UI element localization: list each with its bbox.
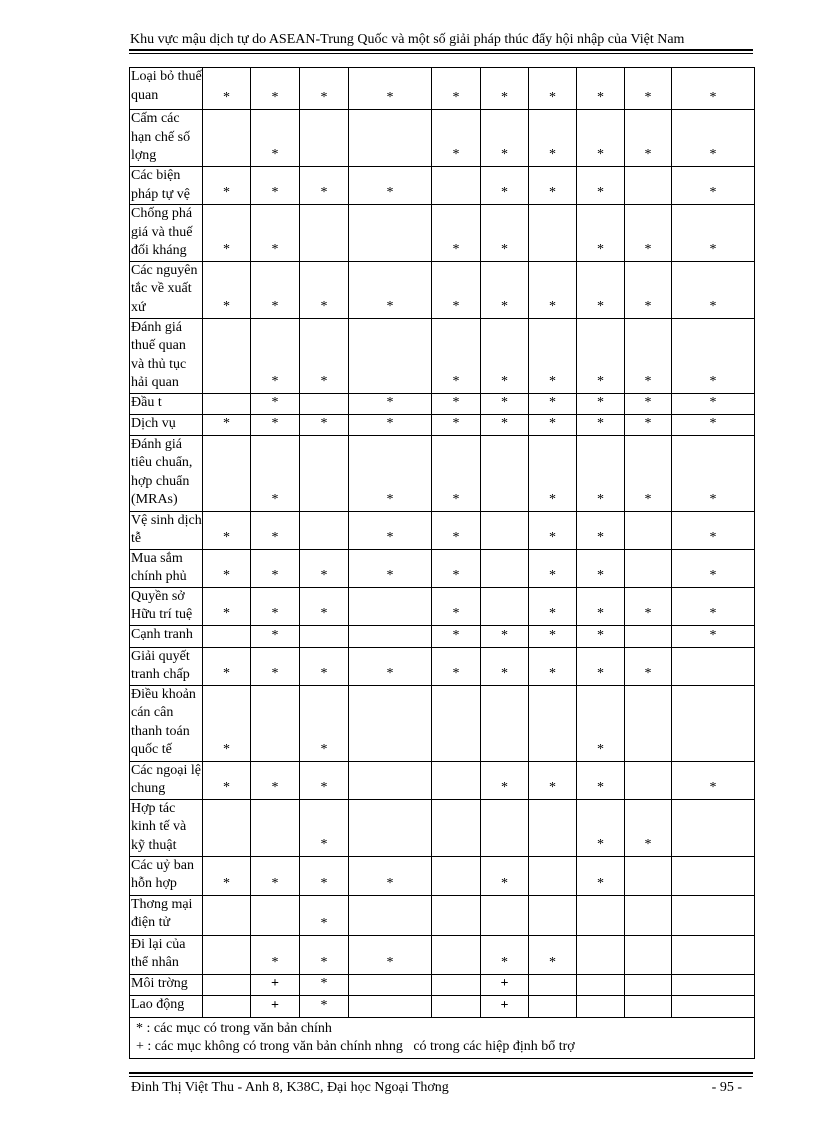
mark-cell <box>481 685 529 761</box>
mark-cell <box>432 974 481 995</box>
mark-cell <box>203 110 251 167</box>
mark-cell: * <box>432 393 481 414</box>
table-row <box>130 68 755 110</box>
mark-cell: * <box>577 393 625 414</box>
mark-cell: * <box>577 587 625 625</box>
mark-cell <box>349 799 432 856</box>
mark-cell <box>625 935 672 974</box>
mark-cell: * <box>251 261 300 318</box>
mark-cell: * <box>251 761 300 799</box>
table-row <box>130 549 755 587</box>
mark-cell <box>349 205 432 262</box>
table-row <box>130 995 755 1017</box>
mark-cell <box>625 995 672 1017</box>
provisions-table <box>129 67 755 1059</box>
mark-cell <box>300 625 349 647</box>
mark-cell: * <box>203 587 251 625</box>
mark-cell <box>625 625 672 647</box>
mark-cell <box>349 587 432 625</box>
row-label: Đánh giá tiêu chuẩn, hợp chuẩn (MRAs) <box>130 435 203 511</box>
mark-cell: * <box>577 318 625 393</box>
mark-cell <box>625 167 672 205</box>
table-row <box>130 647 755 685</box>
mark-cell: * <box>672 110 755 167</box>
row-label: Loại bỏ thuế quan <box>130 68 203 110</box>
mark-cell <box>203 935 251 974</box>
mark-cell: * <box>672 625 755 647</box>
mark-cell: * <box>672 393 755 414</box>
table-row <box>130 261 755 318</box>
mark-cell: * <box>625 68 672 110</box>
row-label: Thơng mại điện tử <box>130 895 203 935</box>
mark-cell <box>577 995 625 1017</box>
mark-cell: * <box>432 68 481 110</box>
mark-cell: * <box>432 414 481 435</box>
mark-cell: * <box>349 511 432 549</box>
mark-cell: * <box>625 205 672 262</box>
mark-cell: * <box>349 935 432 974</box>
mark-cell <box>203 895 251 935</box>
mark-cell: * <box>529 414 577 435</box>
mark-cell: * <box>349 856 432 895</box>
mark-cell <box>529 799 577 856</box>
mark-cell: * <box>672 167 755 205</box>
mark-cell <box>432 685 481 761</box>
mark-cell <box>672 935 755 974</box>
mark-cell: * <box>625 414 672 435</box>
mark-cell: * <box>203 685 251 761</box>
table-row <box>130 799 755 856</box>
mark-cell: * <box>251 205 300 262</box>
mark-cell: * <box>349 549 432 587</box>
mark-cell <box>251 895 300 935</box>
mark-cell <box>349 761 432 799</box>
mark-cell <box>432 856 481 895</box>
mark-cell <box>481 549 529 587</box>
table-row <box>130 685 755 761</box>
mark-cell: * <box>672 511 755 549</box>
mark-cell: * <box>529 110 577 167</box>
mark-cell <box>300 435 349 511</box>
mark-cell: * <box>300 167 349 205</box>
mark-cell: * <box>672 261 755 318</box>
mark-cell <box>672 895 755 935</box>
mark-cell: * <box>577 414 625 435</box>
mark-cell <box>529 995 577 1017</box>
mark-cell <box>349 995 432 1017</box>
mark-cell: * <box>203 167 251 205</box>
mark-cell <box>203 974 251 995</box>
mark-cell: * <box>529 549 577 587</box>
mark-cell <box>349 110 432 167</box>
mark-cell: * <box>300 895 349 935</box>
mark-cell: * <box>251 110 300 167</box>
mark-cell: * <box>300 856 349 895</box>
mark-cell: * <box>251 856 300 895</box>
mark-cell <box>203 435 251 511</box>
mark-cell <box>625 549 672 587</box>
mark-cell: * <box>251 647 300 685</box>
mark-cell <box>349 318 432 393</box>
row-label: Quyền sở Hữu trí tuệ <box>130 587 203 625</box>
mark-cell: * <box>672 205 755 262</box>
mark-cell: * <box>577 761 625 799</box>
mark-cell: * <box>577 205 625 262</box>
mark-cell <box>203 799 251 856</box>
mark-cell: * <box>529 68 577 110</box>
table-row <box>130 895 755 935</box>
mark-cell: * <box>203 261 251 318</box>
mark-cell <box>481 587 529 625</box>
row-label: Các ngoại lệ chung <box>130 761 203 799</box>
mark-cell: * <box>251 414 300 435</box>
mark-cell: * <box>251 625 300 647</box>
mark-cell <box>625 511 672 549</box>
mark-cell <box>300 205 349 262</box>
mark-cell: * <box>432 511 481 549</box>
table-row <box>130 511 755 549</box>
mark-cell: * <box>481 261 529 318</box>
mark-cell: * <box>349 647 432 685</box>
footer-author: Đinh Thị Việt Thu - Anh 8, K38C, Đại học Ngoại Thơng <box>131 1080 449 1095</box>
mark-cell <box>672 647 755 685</box>
mark-cell: * <box>349 261 432 318</box>
mark-cell: * <box>529 761 577 799</box>
mark-cell: + <box>251 995 300 1017</box>
legend-line: + : các mục không có trong văn bản chính nhng có trong các hiệp định bổ trợ <box>136 1038 575 1054</box>
table-row <box>130 167 755 205</box>
mark-cell <box>432 167 481 205</box>
mark-cell: * <box>432 625 481 647</box>
mark-cell: * <box>432 587 481 625</box>
mark-cell <box>432 935 481 974</box>
mark-cell <box>300 393 349 414</box>
mark-cell <box>203 625 251 647</box>
mark-cell: * <box>529 935 577 974</box>
row-label: Các biện pháp tự vệ <box>130 167 203 205</box>
table-row <box>130 414 755 435</box>
mark-cell: * <box>300 318 349 393</box>
mark-cell <box>577 935 625 974</box>
mark-cell: * <box>349 68 432 110</box>
table-row <box>130 205 755 262</box>
mark-cell: + <box>481 995 529 1017</box>
mark-cell: * <box>625 435 672 511</box>
mark-cell: * <box>672 414 755 435</box>
mark-cell: * <box>203 856 251 895</box>
mark-cell: * <box>203 647 251 685</box>
mark-cell: * <box>432 205 481 262</box>
mark-cell <box>251 685 300 761</box>
mark-cell: * <box>203 414 251 435</box>
mark-cell: * <box>432 261 481 318</box>
mark-cell: * <box>349 393 432 414</box>
mark-cell <box>349 685 432 761</box>
mark-cell: * <box>481 935 529 974</box>
mark-cell: * <box>529 318 577 393</box>
table-row <box>130 110 755 167</box>
page-number: - 95 - <box>711 1080 742 1095</box>
mark-cell <box>432 761 481 799</box>
row-label: Cấm các hạn chế số lợng <box>130 110 203 167</box>
mark-cell <box>203 318 251 393</box>
mark-cell: * <box>481 205 529 262</box>
mark-cell: * <box>481 393 529 414</box>
mark-cell: * <box>349 167 432 205</box>
mark-cell: * <box>251 435 300 511</box>
mark-cell: + <box>481 974 529 995</box>
mark-cell: * <box>481 761 529 799</box>
header-rule <box>129 49 753 51</box>
mark-cell <box>481 895 529 935</box>
row-label: Điều khoản cán cân thanh toán quốc tế <box>130 685 203 761</box>
mark-cell: * <box>300 974 349 995</box>
mark-cell: * <box>481 625 529 647</box>
mark-cell: * <box>432 318 481 393</box>
mark-cell: * <box>251 511 300 549</box>
mark-cell: * <box>300 995 349 1017</box>
mark-cell: * <box>251 318 300 393</box>
mark-cell <box>481 799 529 856</box>
mark-cell: * <box>481 110 529 167</box>
mark-cell: * <box>577 110 625 167</box>
legend <box>130 1017 755 1058</box>
footer-rule <box>129 1072 753 1074</box>
mark-cell: * <box>625 261 672 318</box>
row-label: Giải quyết tranh chấp <box>130 647 203 685</box>
mark-cell <box>432 799 481 856</box>
mark-cell <box>432 995 481 1017</box>
table-row <box>130 393 755 414</box>
mark-cell <box>251 799 300 856</box>
mark-cell: * <box>251 935 300 974</box>
mark-cell: * <box>203 511 251 549</box>
mark-cell: * <box>203 205 251 262</box>
footer-rule-thin <box>129 1076 753 1077</box>
mark-cell: * <box>481 318 529 393</box>
mark-cell: * <box>203 68 251 110</box>
row-label: Các uỷ ban hỗn hợp <box>130 856 203 895</box>
mark-cell <box>432 895 481 935</box>
mark-cell <box>203 393 251 414</box>
mark-cell <box>625 895 672 935</box>
mark-cell <box>672 856 755 895</box>
row-label: Hợp tác kinh tế và kỹ thuật <box>130 799 203 856</box>
mark-cell: * <box>672 549 755 587</box>
row-label: Lao động <box>130 995 203 1017</box>
mark-cell: * <box>300 647 349 685</box>
mark-cell: * <box>300 549 349 587</box>
mark-cell: * <box>251 167 300 205</box>
mark-cell: * <box>300 261 349 318</box>
mark-cell: * <box>577 856 625 895</box>
mark-cell: * <box>625 318 672 393</box>
table-row <box>130 761 755 799</box>
mark-cell <box>672 799 755 856</box>
mark-cell <box>672 685 755 761</box>
mark-cell: * <box>300 587 349 625</box>
mark-cell: * <box>577 435 625 511</box>
mark-cell <box>349 895 432 935</box>
mark-cell <box>577 895 625 935</box>
mark-cell: * <box>432 110 481 167</box>
mark-cell: * <box>625 587 672 625</box>
row-label: Đầu t <box>130 393 203 414</box>
mark-cell: + <box>251 974 300 995</box>
header-rule-thin <box>129 53 753 54</box>
mark-cell <box>625 685 672 761</box>
mark-cell: * <box>529 587 577 625</box>
mark-cell: * <box>672 587 755 625</box>
mark-cell <box>529 685 577 761</box>
mark-cell: * <box>481 68 529 110</box>
mark-cell: * <box>529 625 577 647</box>
mark-cell: * <box>203 549 251 587</box>
mark-cell: * <box>300 68 349 110</box>
row-label: Môi trờng <box>130 974 203 995</box>
table-row <box>130 935 755 974</box>
legend-line: * : các mục có trong văn bản chính <box>136 1020 332 1036</box>
mark-cell <box>349 625 432 647</box>
mark-cell <box>481 511 529 549</box>
mark-cell: * <box>481 856 529 895</box>
table-body <box>130 68 755 1059</box>
mark-cell <box>672 974 755 995</box>
mark-cell: * <box>300 761 349 799</box>
mark-cell: * <box>251 587 300 625</box>
mark-cell: * <box>529 435 577 511</box>
mark-cell: * <box>625 799 672 856</box>
running-header: Khu vực mậu dịch tự do ASEAN-Trung Quốc và một số giải pháp thúc đẩy hội nhập của Việt Nam <box>130 32 685 47</box>
mark-cell <box>203 995 251 1017</box>
mark-cell <box>625 761 672 799</box>
mark-cell: * <box>529 647 577 685</box>
mark-cell: * <box>672 68 755 110</box>
mark-cell <box>300 511 349 549</box>
mark-cell: * <box>577 68 625 110</box>
mark-cell: * <box>529 511 577 549</box>
row-label: Cạnh tranh <box>130 625 203 647</box>
row-label: Dịch vụ <box>130 414 203 435</box>
row-label: Mua sắm chính phủ <box>130 549 203 587</box>
mark-cell <box>529 895 577 935</box>
mark-cell: * <box>672 435 755 511</box>
mark-cell: * <box>300 799 349 856</box>
mark-cell: * <box>577 549 625 587</box>
mark-cell <box>529 205 577 262</box>
mark-cell: * <box>251 549 300 587</box>
mark-cell <box>349 974 432 995</box>
mark-cell <box>577 974 625 995</box>
mark-cell <box>300 110 349 167</box>
mark-cell <box>529 856 577 895</box>
row-label: Đánh giá thuế quan và thủ tục hải quan <box>130 318 203 393</box>
mark-cell: * <box>432 435 481 511</box>
row-label: Chống phá giá và thuế đối kháng <box>130 205 203 262</box>
mark-cell: * <box>577 625 625 647</box>
mark-cell: * <box>625 393 672 414</box>
mark-cell: * <box>251 393 300 414</box>
mark-cell: * <box>577 167 625 205</box>
mark-cell: * <box>577 511 625 549</box>
mark-cell: * <box>481 167 529 205</box>
mark-cell: * <box>300 685 349 761</box>
mark-cell: * <box>529 393 577 414</box>
mark-cell: * <box>577 261 625 318</box>
mark-cell <box>529 974 577 995</box>
table-row <box>130 435 755 511</box>
mark-cell: * <box>432 647 481 685</box>
table-row <box>130 625 755 647</box>
mark-cell: * <box>300 935 349 974</box>
table-row <box>130 974 755 995</box>
mark-cell: * <box>577 685 625 761</box>
mark-cell: * <box>349 414 432 435</box>
row-label: Các nguyên tắc về xuất xứ <box>130 261 203 318</box>
row-label: Vệ sinh dịch tễ <box>130 511 203 549</box>
mark-cell: * <box>432 549 481 587</box>
mark-cell: * <box>672 761 755 799</box>
mark-cell <box>625 856 672 895</box>
mark-cell: * <box>300 414 349 435</box>
row-label: Đi lại của thể nhân <box>130 935 203 974</box>
mark-cell: * <box>625 110 672 167</box>
mark-cell: * <box>625 647 672 685</box>
mark-cell: * <box>481 414 529 435</box>
mark-cell <box>481 435 529 511</box>
mark-cell <box>625 974 672 995</box>
mark-cell: * <box>251 68 300 110</box>
table-row <box>130 856 755 895</box>
mark-cell <box>672 995 755 1017</box>
mark-cell: * <box>203 761 251 799</box>
mark-cell: * <box>481 647 529 685</box>
table-row <box>130 318 755 393</box>
mark-cell: * <box>577 799 625 856</box>
mark-cell: * <box>529 167 577 205</box>
mark-cell: * <box>672 318 755 393</box>
mark-cell: * <box>349 435 432 511</box>
mark-cell: * <box>577 647 625 685</box>
table-row <box>130 587 755 625</box>
mark-cell: * <box>529 261 577 318</box>
legend-row <box>130 1017 755 1058</box>
